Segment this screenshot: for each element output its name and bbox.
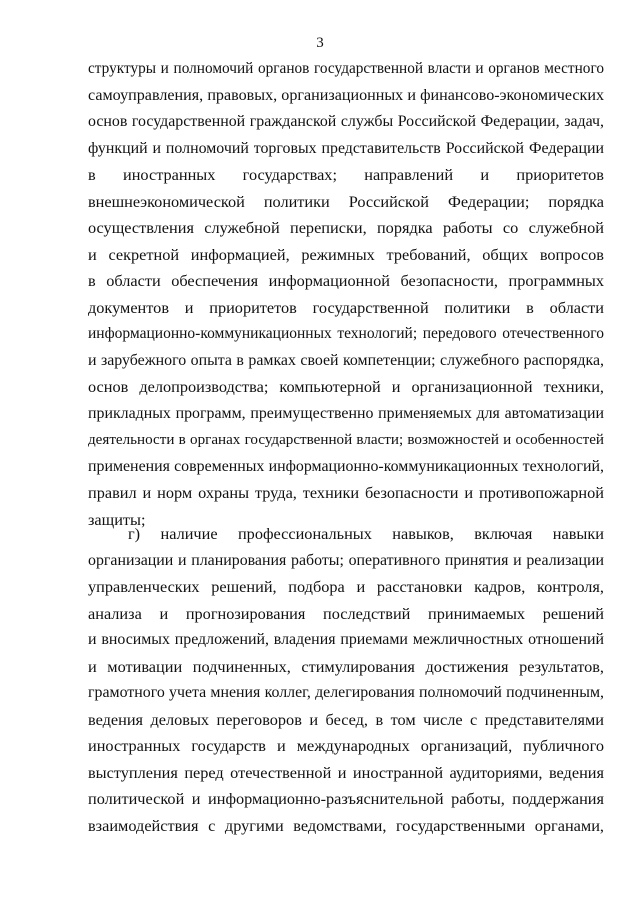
- text-line: самоуправления, правовых, организационных и финансово-экономических: [88, 86, 604, 104]
- text-line: взаимодействия с другими ведомствами, государственными органами,: [88, 815, 604, 835]
- text-line: применения современных информационно-коммуникационных технологий,: [88, 457, 604, 475]
- text-line: информационно-коммуникационных технологий; передового отечественного: [88, 325, 604, 342]
- text-line: выступления перед отечественной и иностранной аудиториями, ведения: [88, 762, 604, 782]
- text-line: и мотивации подчиненных, стимулирования достижения результатов,: [88, 656, 604, 676]
- text-line: структуры и полномочий органов государственной власти и органов местного: [88, 60, 604, 77]
- text-line: прикладных программ, преимущественно применяемых для автоматизации: [88, 404, 604, 422]
- text-line: деятельности в органах государственной власти; возможностей и особенностей: [88, 432, 604, 448]
- text-line: защиты;: [88, 509, 146, 529]
- text-line: организации и планирования работы; оперативного принятия и реализации: [88, 551, 604, 569]
- paragraph-knowledge: [88, 56, 604, 533]
- paragraph-skills: [88, 521, 604, 839]
- text-line: анализа и прогнозирования последствий принимаемых решений: [88, 603, 604, 623]
- text-line: управленческих решений, подбора и расстановки кадров, контроля,: [88, 577, 604, 596]
- text-line: политической и информационно-разъяснительной работы, поддержания: [88, 789, 604, 808]
- text-line: в области обеспечения информационной безопасности, программных: [88, 271, 604, 290]
- page-number: 3: [316, 35, 324, 51]
- text-line: и вносимых предложений, владения приемами межличностных отношений: [88, 631, 604, 648]
- text-line: осуществления служебной переписки, порядка работы со служебной: [88, 218, 604, 237]
- text-line: документов и приоритетов государственной политики в области: [88, 297, 604, 317]
- text-line: правил и норм охраны труда, техники безопасности и противопожарной: [88, 483, 604, 502]
- text-line: основ делопроизводства; компьютерной и организационной техники,: [88, 377, 604, 396]
- text-line: функций и полномочий торговых представительств Российской Федерации: [88, 139, 604, 157]
- text-line: внешнеэкономической политики Российской Федерации; порядка: [88, 191, 604, 211]
- text-line: и секретной информацией, режимных требований, общих вопросов: [88, 244, 604, 264]
- text-line: в иностранных государствах; направлений и приоритетов: [88, 165, 604, 184]
- text-line: грамотного учета мнения коллег, делегирования полномочий подчиненным,: [88, 684, 604, 701]
- text-line: ведения деловых переговоров и бесед, в том числе с представителями: [88, 709, 604, 729]
- text-line: основ государственной гражданской службы Российской Федерации, задач,: [88, 113, 604, 130]
- text-line: г) наличие профессиональных навыков, включая навыки: [128, 524, 604, 543]
- text-line: и зарубежного опыта в рамках своей компетенции; служебного распорядка,: [88, 351, 604, 369]
- text-line: иностранных государств и международных организаций, публичного: [88, 736, 604, 755]
